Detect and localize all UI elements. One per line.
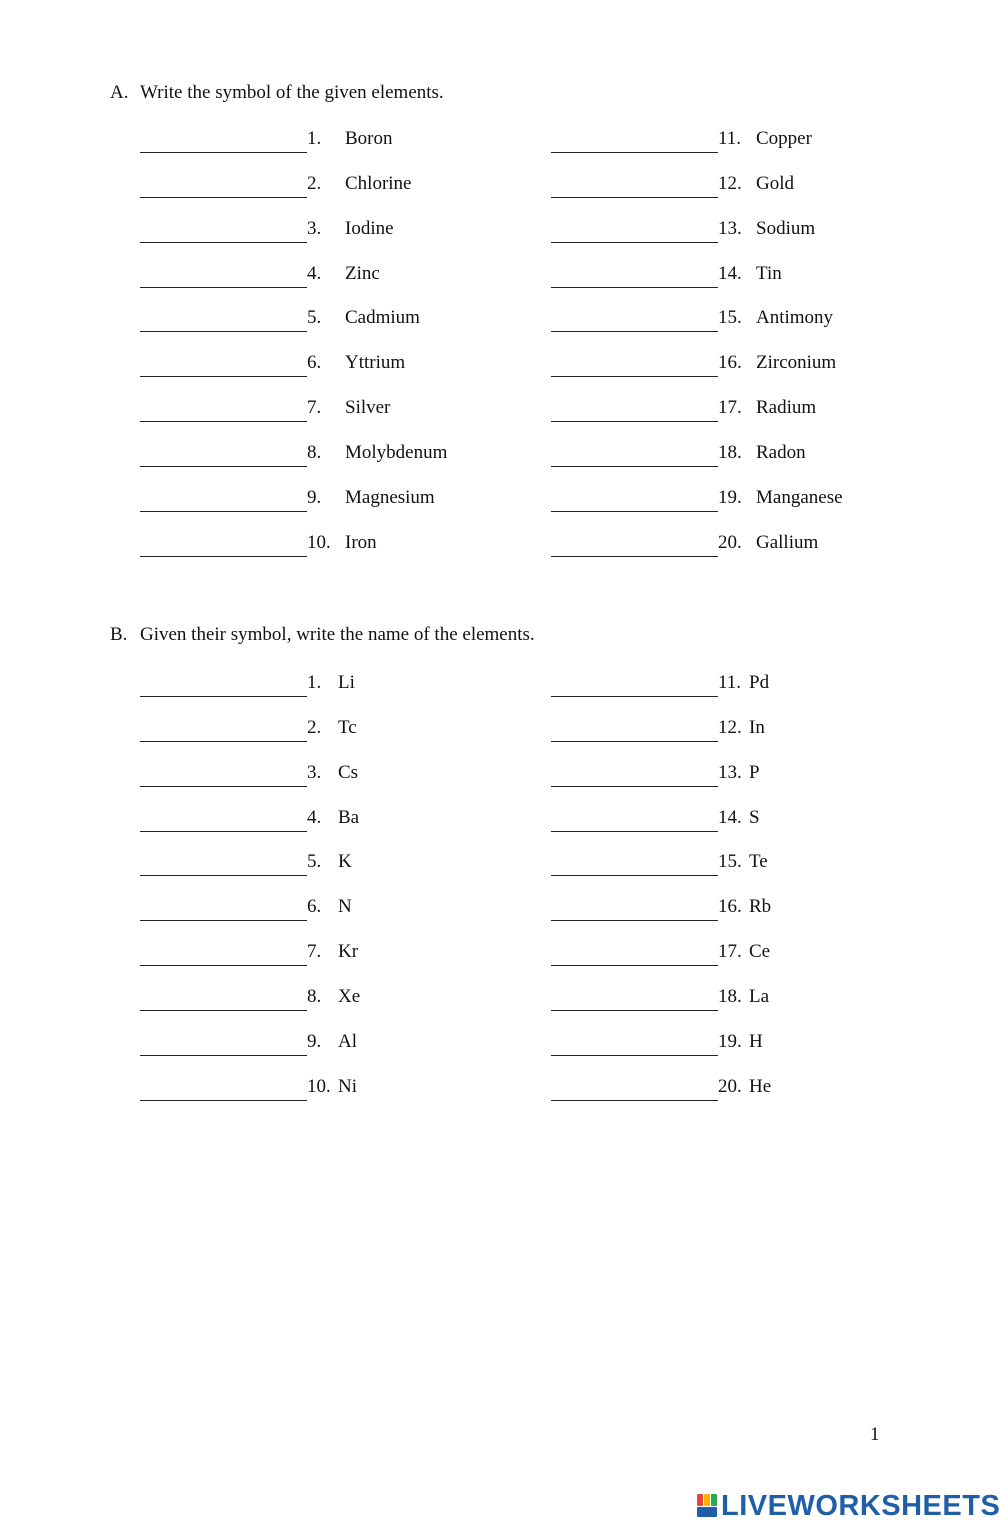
answer-blank[interactable] <box>551 891 718 921</box>
liveworksheets-logo[interactable] <box>697 1491 1000 1521</box>
item-number: 5. <box>307 851 322 872</box>
answer-blank[interactable] <box>140 712 307 742</box>
element-symbol: Rb <box>749 896 772 917</box>
answer-blank[interactable] <box>140 347 307 377</box>
element-symbol: S <box>749 807 760 828</box>
answer-blank[interactable] <box>140 846 307 876</box>
item-number: 10. <box>307 1076 331 1097</box>
item-number: 11. <box>718 672 742 693</box>
item-number: 2. <box>307 173 322 194</box>
item-number: 5. <box>307 307 322 328</box>
answer-blank[interactable] <box>551 712 718 742</box>
element-symbol: In <box>749 717 765 738</box>
answer-blank[interactable] <box>140 802 307 832</box>
liveworksheets-mark-icon <box>697 1493 719 1519</box>
item-number: 7. <box>307 941 322 962</box>
answer-blank[interactable] <box>140 1071 307 1101</box>
element-name: Cadmium <box>345 307 420 328</box>
answer-blank[interactable] <box>551 258 718 288</box>
section-b-instruction: Given their symbol, write the name of the elements. <box>140 624 535 645</box>
element-symbol: Pd <box>749 672 770 693</box>
item-number: 15. <box>718 307 742 328</box>
item-number: 14. <box>718 807 742 828</box>
element-symbol: Ni <box>338 1076 357 1097</box>
answer-blank[interactable] <box>140 936 307 966</box>
element-name: Sodium <box>756 218 816 239</box>
element-name: Gallium <box>756 532 819 553</box>
answer-blank[interactable] <box>140 891 307 921</box>
answer-blank[interactable] <box>140 482 307 512</box>
answer-blank[interactable] <box>551 936 718 966</box>
answer-blank[interactable] <box>140 981 307 1011</box>
item-number: 4. <box>307 263 322 284</box>
element-symbol: K <box>338 851 352 872</box>
element-symbol: P <box>749 762 760 783</box>
item-number: 18. <box>718 986 742 1007</box>
element-name: Radon <box>756 442 806 463</box>
element-name: Tin <box>756 263 782 284</box>
answer-blank[interactable] <box>551 527 718 557</box>
element-name: Chlorine <box>345 173 412 194</box>
mark-block <box>697 1494 703 1506</box>
element-name: Zinc <box>345 263 380 284</box>
answer-blank[interactable] <box>551 667 718 697</box>
answer-blank[interactable] <box>551 802 718 832</box>
mark-block <box>711 1494 717 1506</box>
element-name: Iron <box>345 532 377 553</box>
answer-blank[interactable] <box>140 667 307 697</box>
item-number: 20. <box>718 1076 742 1097</box>
element-symbol: Ba <box>338 807 360 828</box>
element-name: Silver <box>345 397 391 418</box>
element-name: Yttrium <box>345 352 406 373</box>
item-number: 3. <box>307 762 322 783</box>
item-number: 17. <box>718 397 742 418</box>
answer-blank[interactable] <box>140 168 307 198</box>
element-symbol: He <box>749 1076 772 1097</box>
element-name: Radium <box>756 397 817 418</box>
section-b-letter: B. <box>110 624 128 645</box>
element-name: Iodine <box>345 218 394 239</box>
answer-blank[interactable] <box>140 302 307 332</box>
element-symbol: Al <box>338 1031 357 1052</box>
answer-blank[interactable] <box>551 302 718 332</box>
answer-blank[interactable] <box>551 213 718 243</box>
answer-blank[interactable] <box>551 437 718 467</box>
answer-blank[interactable] <box>551 482 718 512</box>
item-number: 12. <box>718 717 742 738</box>
answer-blank[interactable] <box>551 392 718 422</box>
item-number: 17. <box>718 941 742 962</box>
answer-blank[interactable] <box>140 527 307 557</box>
mark-block <box>697 1507 717 1517</box>
element-name: Molybdenum <box>345 442 448 463</box>
section-a-heading <box>110 81 444 105</box>
item-number: 13. <box>718 762 742 783</box>
element-symbol: H <box>749 1031 763 1052</box>
item-number: 6. <box>307 352 322 373</box>
item-number: 9. <box>307 487 322 508</box>
element-name: Zirconium <box>756 352 837 373</box>
section-a-instruction: Write the symbol of the given elements. <box>140 82 444 103</box>
answer-blank[interactable] <box>140 757 307 787</box>
brand-name: LIVEWORKSHEETS <box>721 1489 1000 1522</box>
section-a-letter: A. <box>110 82 129 103</box>
item-number: 16. <box>718 896 742 917</box>
answer-blank[interactable] <box>140 213 307 243</box>
answer-blank[interactable] <box>140 258 307 288</box>
mark-block <box>704 1494 710 1506</box>
element-symbol: Li <box>338 672 355 693</box>
item-number: 1. <box>307 672 322 693</box>
answer-blank[interactable] <box>140 392 307 422</box>
answer-blank[interactable] <box>551 846 718 876</box>
item-number: 14. <box>718 263 742 284</box>
item-number: 12. <box>718 173 742 194</box>
answer-blank[interactable] <box>140 437 307 467</box>
item-number: 19. <box>718 1031 742 1052</box>
item-number: 4. <box>307 807 322 828</box>
section-b-heading <box>110 623 535 647</box>
item-number: 10. <box>307 532 331 553</box>
answer-blank[interactable] <box>551 347 718 377</box>
item-number: 20. <box>718 532 742 553</box>
element-symbol: N <box>338 896 352 917</box>
answer-blank[interactable] <box>140 1026 307 1056</box>
item-number: 1. <box>307 128 322 149</box>
answer-blank[interactable] <box>551 1071 718 1101</box>
element-name: Antimony <box>756 307 834 328</box>
item-number: 8. <box>307 986 322 1007</box>
element-name: Copper <box>756 128 812 149</box>
element-symbol: Te <box>749 851 768 872</box>
answer-blank[interactable] <box>551 123 718 153</box>
element-symbol: Kr <box>338 941 359 962</box>
item-number: 13. <box>718 218 742 239</box>
element-name: Manganese <box>756 487 843 508</box>
item-number: 15. <box>718 851 742 872</box>
element-symbol: Ce <box>749 941 771 962</box>
answer-blank[interactable] <box>551 168 718 198</box>
element-symbol: Tc <box>338 717 357 738</box>
item-number: 18. <box>718 442 742 463</box>
answer-blank[interactable] <box>140 123 307 153</box>
answer-blank[interactable] <box>551 1026 718 1056</box>
item-number: 7. <box>307 397 322 418</box>
element-name: Boron <box>345 128 393 149</box>
element-name: Magnesium <box>345 487 435 508</box>
item-number: 6. <box>307 896 322 917</box>
item-number: 2. <box>307 717 322 738</box>
element-symbol: La <box>749 986 770 1007</box>
item-number: 16. <box>718 352 742 373</box>
item-number: 19. <box>718 487 742 508</box>
item-number: 3. <box>307 218 322 239</box>
answer-blank[interactable] <box>551 981 718 1011</box>
answer-blank[interactable] <box>551 757 718 787</box>
element-name: Gold <box>756 173 794 194</box>
element-symbol: Cs <box>338 762 359 783</box>
item-number: 8. <box>307 442 322 463</box>
item-number: 9. <box>307 1031 322 1052</box>
element-symbol: Xe <box>338 986 361 1007</box>
page-number: 1 <box>870 1424 880 1445</box>
item-number: 11. <box>718 128 742 149</box>
